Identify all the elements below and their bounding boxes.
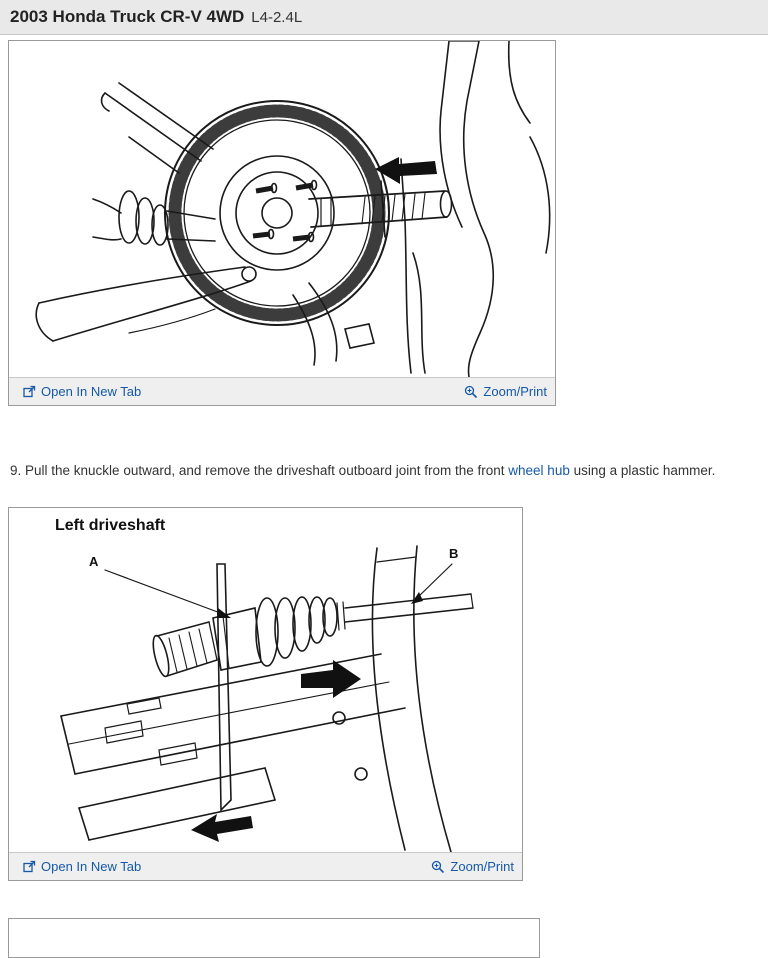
zoom-print-label: Zoom/Print xyxy=(450,859,514,874)
zoom-magnifier-icon xyxy=(464,385,478,399)
driveshaft-line-art xyxy=(9,508,522,852)
open-in-new-tab-label: Open In New Tab xyxy=(41,859,142,874)
external-link-icon xyxy=(23,860,36,873)
part-label-a: A xyxy=(89,554,99,569)
zoom-print-link[interactable] xyxy=(431,859,514,874)
step-9-text-after: using a plastic hammer. xyxy=(569,462,716,478)
zoom-print-link[interactable] xyxy=(464,384,547,399)
external-link-icon xyxy=(23,385,36,398)
vehicle-title: 2003 Honda Truck CR-V 4WD xyxy=(10,7,245,26)
open-in-new-tab-label: Open In New Tab xyxy=(41,384,142,399)
figure-brake-hub xyxy=(8,40,556,406)
open-in-new-tab-link[interactable] xyxy=(23,384,141,399)
next-figure-illustration xyxy=(9,919,539,957)
driveshaft-illustration xyxy=(9,508,522,852)
figure-toolbar xyxy=(9,852,522,880)
pull-direction-arrow xyxy=(191,814,253,842)
open-in-new-tab-link[interactable] xyxy=(23,859,141,874)
figure-next-partial xyxy=(8,918,540,958)
zoom-print-label: Zoom/Print xyxy=(483,384,547,399)
instruction-step-9 xyxy=(10,462,762,480)
brake-hub-line-art xyxy=(9,41,555,377)
step-9-text-before: 9. Pull the knuckle outward, and remove the driveshaft outboard joint from the front xyxy=(10,462,509,478)
remove-direction-arrow xyxy=(301,660,361,698)
page-header xyxy=(0,0,768,35)
figure-caption: Left driveshaft xyxy=(55,517,166,534)
part-label-b: B xyxy=(449,546,459,561)
zoom-magnifier-icon xyxy=(431,860,445,874)
vehicle-engine: L4-2.4L xyxy=(251,8,303,26)
figure-left-driveshaft xyxy=(8,507,523,881)
figure-toolbar xyxy=(9,377,555,405)
brake-hub-illustration xyxy=(9,41,555,377)
wheel-hub-link[interactable]: wheel hub xyxy=(508,462,570,478)
